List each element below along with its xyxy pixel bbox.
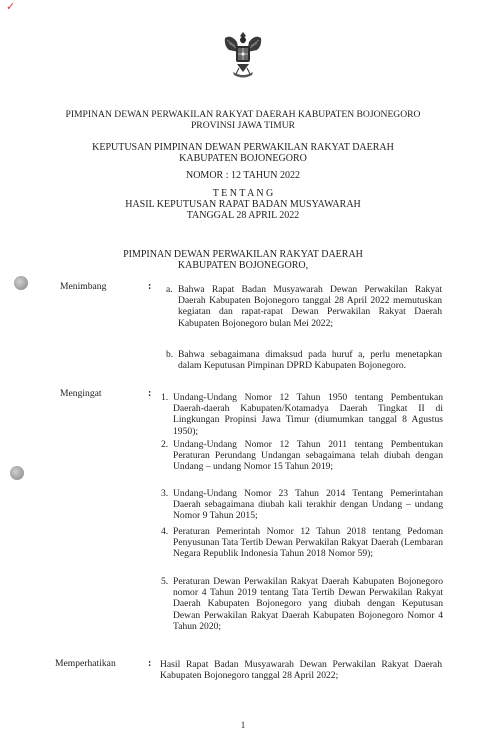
mengingat-item-4-text: Peraturan Pemerintah Nomor 12 Tahun 2018 tentang Pedoman Penyusunan Tata Tertib Dewan Perwakilan Rakyat Daerah (Lembaran Negara Republik Indonesia Tahun 2018 Nomor 59); xyxy=(173,526,443,560)
menimbang-item-a-num: a. xyxy=(166,284,173,295)
mengingat-item-2-num: 2. xyxy=(161,439,169,450)
memperhatikan-label: Memperhatikan xyxy=(55,658,116,669)
menimbang-item-a-text: Bahwa Rapat Badan Musyawarah Dewan Perwakilan Rakyat Daerah Kabupaten Bojonegoro tanggal 28 April 2022 memutuskan kegiatan dan rapat-rapat Dewan Perwakilan Rakyat Daerah Kabupaten Bojonegoro bulan Mei 2022; xyxy=(178,284,442,329)
decree-subject-1: HASIL KEPUTUSAN RAPAT BADAN MUSYAWARAH xyxy=(125,199,361,210)
mengingat-colon: : xyxy=(148,388,152,399)
menimbang-item-b-text: Bahwa sebagaimana dimaksud pada huruf a, perlu menetapkan dalam Keputusan Pimpinan DPRD Kabupaten Bojonegoro. xyxy=(178,349,442,372)
decree-tentang: T E N T A N G xyxy=(212,188,274,199)
authority-line-1: PIMPINAN DEWAN PERWAKILAN RAKYAT DAERAH xyxy=(123,249,363,260)
mengingat-item-4 xyxy=(161,526,443,560)
menimbang-item-a xyxy=(166,284,442,329)
mengingat-item-5 xyxy=(161,576,443,632)
menimbang-item-b xyxy=(166,349,442,372)
memperhatikan-colon: : xyxy=(148,658,152,669)
decree-title-1: KEPUTUSAN PIMPINAN DEWAN PERWAKILAN RAKYAT DAERAH xyxy=(92,142,394,153)
punch-hole-bottom-icon xyxy=(10,466,24,480)
header-line-1: PIMPINAN DEWAN PERWAKILAN RAKYAT DAERAH KABUPATEN BOJONEGORO xyxy=(65,109,421,120)
mengingat-item-3 xyxy=(161,488,443,522)
stray-mark-icon: ✓ xyxy=(6,0,16,13)
garuda-emblem-icon xyxy=(221,28,265,80)
decree-subject-2: TANGGAL 28 APRIL 2022 xyxy=(186,210,300,221)
mengingat-item-1 xyxy=(161,392,443,437)
menimbang-label: Menimbang xyxy=(60,281,107,292)
header-line-2: PROVINSI JAWA TIMUR xyxy=(190,120,296,131)
mengingat-item-2 xyxy=(161,439,443,473)
mengingat-item-1-text: Undang-Undang Nomor 12 Tahun 1950 tentang Pembentukan Daerah-daerah Kabupaten/Kotamadya Daerah Tingkat II di Lingkungan Propinsi Jawa Timur (diumumkan tanggal 8 Agustus 1950); xyxy=(173,392,443,437)
mengingat-item-5-text: Peraturan Dewan Perwakilan Rakyat Daerah Kabupaten Bojonegoro nomor 4 Tahun 2019 tentang Tata Tertib Dewan Perwakilan Rakyat Daerah Kabupaten Bojonegoro yang diubah dengan Keputusan Dewan Perwakilan Rakyat Daerah Kabupaten Bojonegoro Nomor 4 Tahun 2020; xyxy=(173,576,443,632)
memperhatikan-text: Hasil Rapat Badan Musyawarah Dewan Perwakilan Rakyat Daerah Kabupaten Bojonegoro tanggal 28 April 2022; xyxy=(160,659,442,682)
authority-line-2: KABUPATEN BOJONEGORO, xyxy=(177,260,309,271)
mengingat-item-2-text: Undang-Undang Nomor 12 Tahun 2011 tentang Pembentukan Peraturan Perundang Undangan sebagaimana telah diubah dengan Undang – undang Nomor 15 Tahun 2019; xyxy=(173,439,443,473)
mengingat-item-5-num: 5. xyxy=(161,576,169,587)
page-number: 1 xyxy=(240,720,246,730)
mengingat-item-3-text: Undang-Undang Nomor 23 Tahun 2014 Tentang Pemerintahan Daerah sebagaimana diubah kali terakhir dengan Undang – undang Nomor 9 Tahun 2015; xyxy=(173,488,443,522)
menimbang-item-b-num: b. xyxy=(166,349,174,360)
mengingat-item-4-num: 4. xyxy=(161,526,169,537)
decree-number: NOMOR : 12 TAHUN 2022 xyxy=(185,170,301,181)
punch-hole-top-icon xyxy=(14,276,28,290)
menimbang-colon: : xyxy=(148,281,152,292)
mengingat-item-1-num: 1. xyxy=(161,392,169,403)
mengingat-label: Mengingat xyxy=(60,388,102,399)
decree-title-2: KABUPATEN BOJONEGORO xyxy=(179,153,307,164)
mengingat-item-3-num: 3. xyxy=(161,488,169,499)
